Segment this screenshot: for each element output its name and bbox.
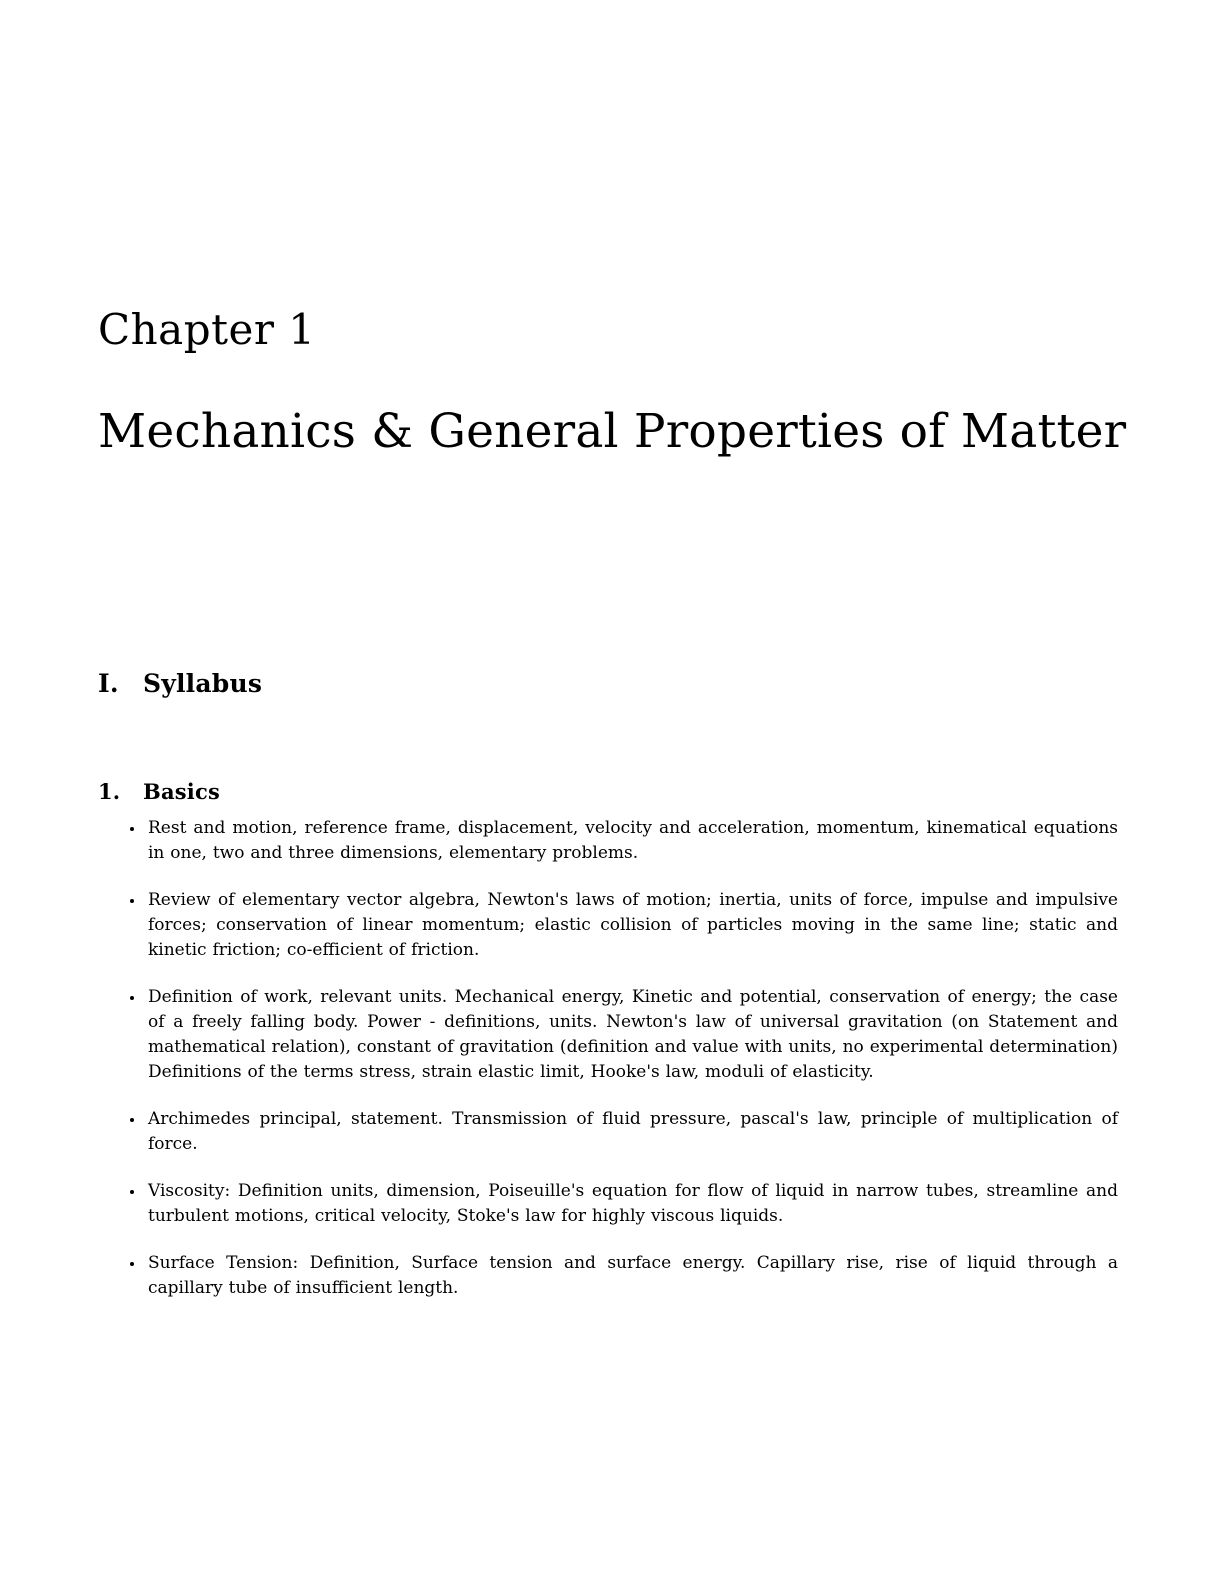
bullet-icon xyxy=(130,1262,134,1266)
part-label: Syllabus xyxy=(143,668,263,698)
chapter-heading-block xyxy=(98,305,1127,491)
bullet-icon xyxy=(130,899,134,903)
list-item-text: Archimedes principal, statement. Transmission of fluid pressure, pascal's law, principle of multiplication of force. xyxy=(148,1109,1118,1154)
section-basics xyxy=(98,758,1118,1301)
part-marker: I. xyxy=(98,668,119,698)
section-label: Basics xyxy=(143,779,220,804)
part-heading-syllabus xyxy=(98,669,1118,698)
bullet-icon xyxy=(130,1118,134,1122)
bullet-icon xyxy=(130,827,134,831)
list-item-text: Viscosity: Definition units, dimension, Poiseuille's equation for flow of liquid in narrow tubes, streamline and turbulent motions, critical velocity, Stoke's law for highly viscous liquids. xyxy=(148,1181,1118,1226)
list-item-text: Review of elementary vector algebra, Newton's laws of motion; inertia, units of force, impulse and impulsive forces; conservation of linear momentum; elastic collision of particles moving in the same line; static and kinetic friction; co-efficient of friction. xyxy=(148,890,1118,960)
list-item xyxy=(130,1179,1118,1229)
bullet-icon xyxy=(130,1190,134,1194)
list-item xyxy=(130,1107,1118,1157)
list-item-text: Rest and motion, reference frame, displacement, velocity and acceleration, momentum, kinematical equations in one, two and three dimensions, elementary problems. xyxy=(148,818,1118,863)
page-title: Mechanics & General Properties of Matter xyxy=(98,404,1127,460)
list-item xyxy=(130,985,1118,1085)
syllabus-bullet-list xyxy=(98,816,1118,1301)
list-item xyxy=(130,816,1118,866)
section-heading-basics xyxy=(98,779,1118,804)
list-item xyxy=(130,1251,1118,1301)
list-item-text: Surface Tension: Definition, Surface tension and surface energy. Capillary rise, rise of liquid through a capillary tube of insufficient length. xyxy=(148,1253,1118,1298)
bullet-icon xyxy=(130,996,134,1000)
list-item-text: Definition of work, relevant units. Mechanical energy, Kinetic and potential, conservation of energy; the case of a freely falling body. Power - definitions, units. Newton's law of universal gravitation (on Statement and mathematical relation), constant of gravitation (definition and value with units, no experimental determination) Definitions of the terms stress, strain elastic limit, Hooke's law, moduli of elasticity. xyxy=(148,987,1118,1082)
chapter-number: Chapter 1 xyxy=(98,305,316,354)
list-item xyxy=(130,888,1118,963)
section-marker: 1. xyxy=(98,779,121,804)
